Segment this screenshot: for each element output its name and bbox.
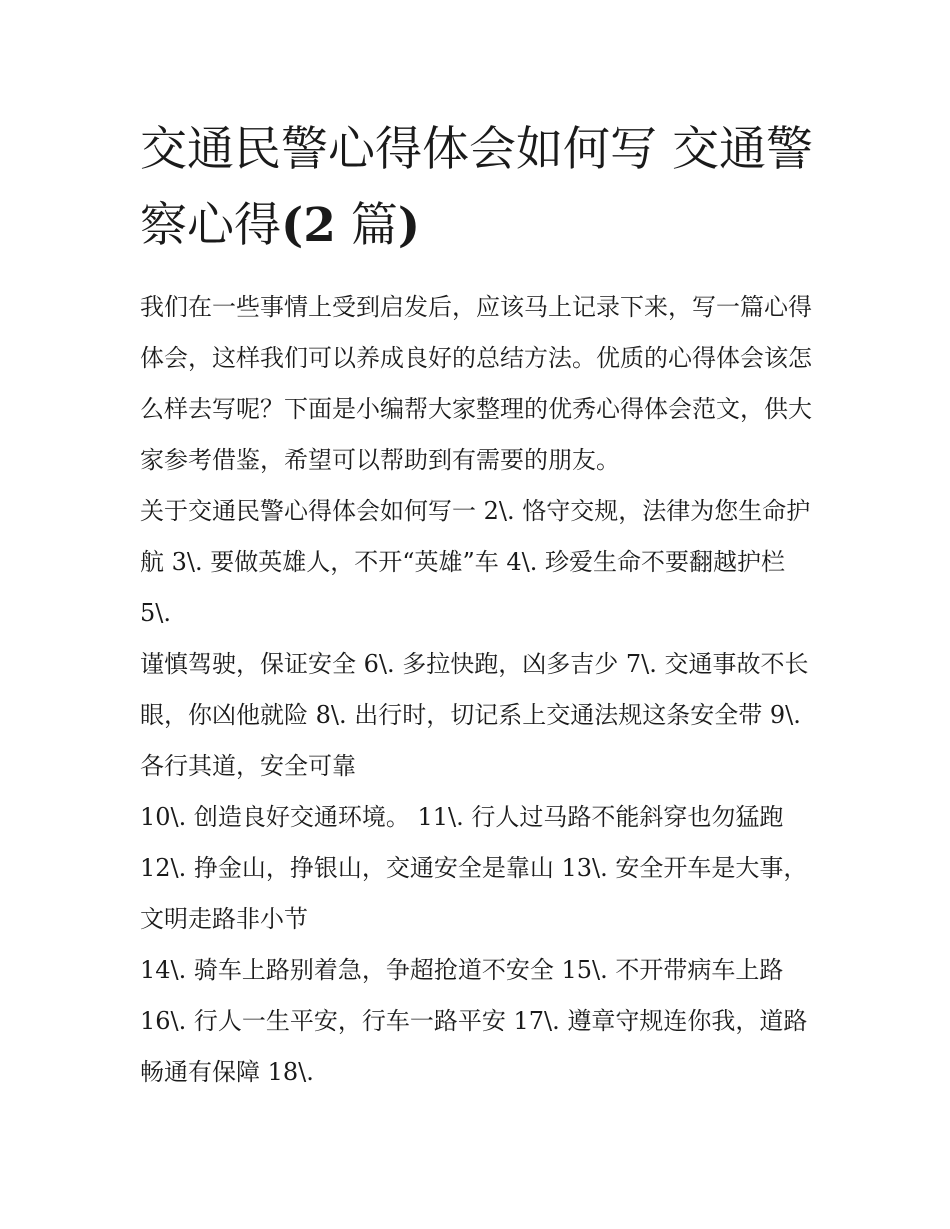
body-paragraph-4: 12\. 挣金山，挣银山，交通安全是靠山 13\. 安全开车是大事，文明走路非小节	[140, 854, 808, 933]
body-paragraph-3: 10\. 创造良好交通环境。 11\. 行人过马路不能斜穿也勿猛跑	[140, 803, 784, 831]
title-count-close: )	[397, 198, 421, 253]
intro-paragraph: 我们在一些事情上受到启发后，应该马上记录下来，写一篇心得体会，这样我们可以养成良好的总结方法。优质的心得体会该怎么样去写呢？下面是小编帮大家整理的优秀心得体会范文，供大家参考借鉴，希望可以帮助到有需要的朋友。	[140, 293, 812, 474]
title-text: 交通民警心得体会如何写 交通警察心得	[140, 122, 813, 253]
document-title	[140, 112, 820, 264]
title-count-open: (2	[281, 198, 336, 253]
body-paragraph-1: 关于交通民警心得体会如何写一 2\. 恪守交规，法律为您生命护航 3\. 要做英雄人，不开“英雄”车 4\. 珍爱生命不要翻越护栏 5\.	[140, 497, 811, 627]
body-paragraph-6: 16\. 行人一生平安，行车一路平安 17\. 遵章守规连你我，道路畅通有保障 18\.	[140, 1007, 808, 1086]
title-count-unit: 篇	[335, 198, 398, 253]
document-page	[140, 112, 820, 1098]
body-paragraph-2: 谨慎驾驶，保证安全 6\. 多拉快跑，凶多吉少 7\. 交通事故不长眼，你凶他就险 8\. 出行时，切记系上交通法规这条安全带 9\. 各行其道，安全可靠	[140, 650, 809, 780]
body-paragraph-5: 14\. 骑车上路别着急，争超抢道不安全 15\. 不开带病车上路	[140, 956, 784, 984]
